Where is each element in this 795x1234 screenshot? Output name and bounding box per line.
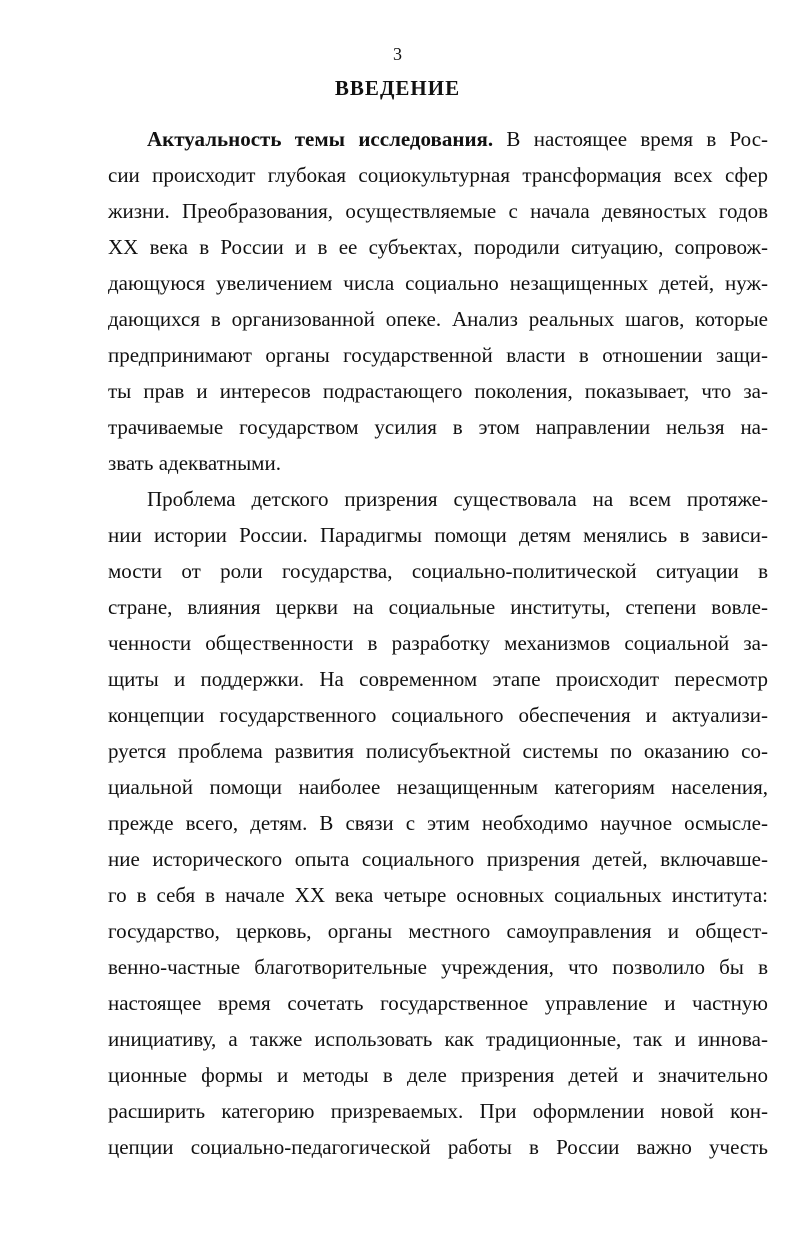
paragraph-line: концепции государственного социального обеспечения и актуализи-: [108, 703, 768, 727]
page-title: ВВЕДЕНИЕ: [334, 76, 461, 100]
paragraph-line: Проблема детского призрения существовала на всем протяже-: [147, 487, 768, 511]
paragraph-line: трачиваемые государством усилия в этом направлении нельзя на-: [108, 415, 768, 439]
paragraph-line: мости от роли государства, социально-политической ситуации в: [108, 559, 768, 583]
paragraph-line: ты прав и интересов подрастающего поколения, показывает, что за-: [108, 379, 768, 403]
paragraph-line: расширить категорию призреваемых. При оформлении новой кон-: [108, 1099, 768, 1123]
paragraph-line: прежде всего, детям. В связи с этим необходимо научное осмысле-: [108, 811, 768, 835]
paragraph-line: государство, церковь, органы местного самоуправления и общест-: [108, 919, 768, 943]
paragraph-line: нии истории России. Парадигмы помощи детям менялись в зависи-: [108, 523, 768, 547]
paragraph-line: го в себя в начале XX века четыре основных социальных института:: [108, 883, 768, 907]
paragraph-line: настоящее время сочетать государственное управление и частную: [108, 991, 768, 1015]
paragraph-line: жизни. Преобразования, осуществляемые с начала девяностых годов: [108, 199, 768, 223]
page-number: 3: [393, 44, 402, 64]
paragraph-line: стране, влияния церкви на социальные институты, степени вовле-: [108, 595, 768, 619]
paragraph-1-lead: Актуальность темы исследования.: [147, 127, 494, 151]
paragraph-line: венно-частные благотворительные учреждения, что позволило бы в: [108, 955, 768, 979]
paragraph-line: щиты и поддержки. На современном этапе происходит пересмотр: [108, 667, 768, 691]
paragraph-line: ционные формы и методы в деле призрения детей и значительно: [108, 1063, 768, 1087]
paragraph-line: циальной помощи наиболее незащищенным категориям населения,: [108, 775, 768, 799]
paragraph-line: звать адекватными.: [108, 451, 281, 475]
paragraph-line: руется проблема развития полисубъектной системы по оказанию со-: [108, 739, 768, 763]
paragraph-line: ченности общественности в разработку механизмов социальной за-: [108, 631, 768, 655]
paragraph-line: дающихся в организованной опеке. Анализ реальных шагов, которые: [108, 307, 768, 331]
paragraph-line: ние исторического опыта социального призрения детей, включавше-: [108, 847, 768, 871]
paragraph-line: инициативу, а также использовать как традиционные, так и иннова-: [108, 1027, 768, 1051]
paragraph-1-line-1-text: В настоящее время в Рос-: [493, 127, 769, 151]
paragraph-line: цепции социально-педагогической работы в России важно учесть: [108, 1135, 768, 1159]
paragraph-line: XX века в России и в ее субъектах, породили ситуацию, сопровож-: [108, 235, 768, 259]
paragraph-1-line-1: [147, 125, 768, 153]
paragraph-line: дающуюся увеличением числа социально незащищенных детей, нуж-: [108, 271, 768, 295]
paragraph-line: сии происходит глубокая социокультурная трансформация всех сфер: [108, 163, 768, 187]
paragraph-line: предпринимают органы государственной власти в отношении защи-: [108, 343, 768, 367]
